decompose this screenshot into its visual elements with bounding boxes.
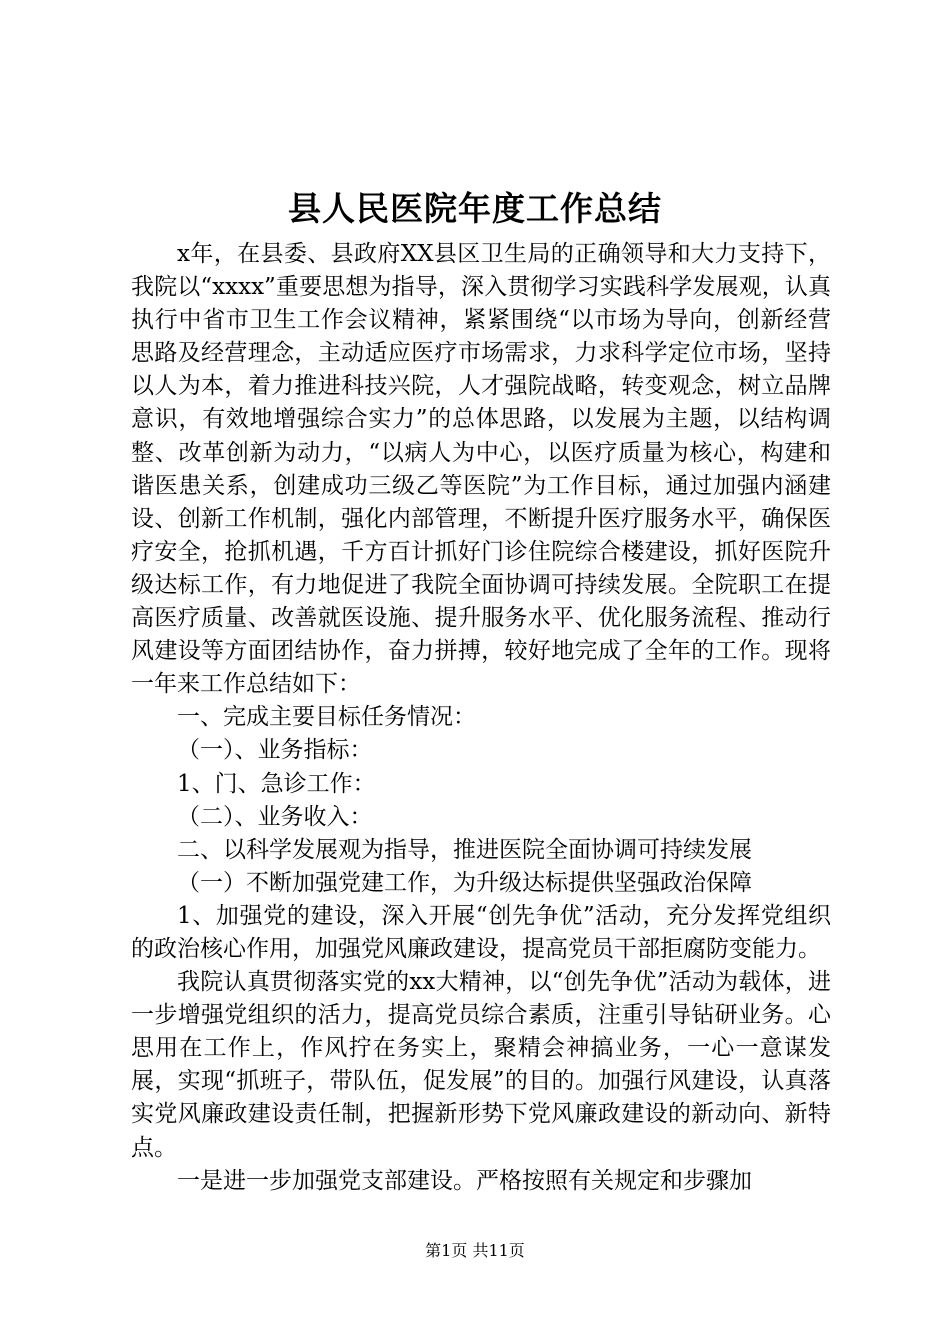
paragraph-implementation: 我院认真贯彻落实党的xx大精神，以“创先争优”活动为载体，进一步增强党组织的活力，提高党员综合素质，注重引导钻研业务。心思用在工作上，作风拧在务实上，聚精会神搞业务，一心一意谋发展，实现“抓班子，带队伍，促发展”的目的。加强行风建设，认真落实党风廉政建设责任制，把握新形势下党风廉政建设的新动向、新特点。 bbox=[131, 969, 831, 1161]
page-number-footer: 第1页 共11页 bbox=[425, 1241, 525, 1260]
paragraph-party-building: 1、加强党的建设，深入开展“创先争优”活动，充分发挥党组织的政治核心作用，加强党风廉政建设，提高党员干部拒腐防变能力。 bbox=[131, 902, 831, 962]
paragraph-intro: x年，在县委、县政府XX县区卫生局的正确领导和大力支持下，我院以“xxxx”重要思想为指导，深入贯彻学习实践科学发展观，认真执行中省市卫生工作会议精神，紧紧围绕“以市场为导向，创新经营思路及经营理念，主动适应医疗市场需求，力求科学定位市场，坚持以人为本，着力推进科技兴院，人才强院战略，转变观念，树立品牌意识，有效地增强综合实力”的总体思路，以发展为主题，以结构调整、改革创新为动力，“以病人为中心，以医疗质量为核心，构建和谐医患关系，创建成功三级乙等医院”为工作目标，通过加强内涵建设、创新工作机制，强化内部管理，不断提升医疗服务水平，确保医疗安全，抢抓机遇，千方百计抓好门诊住院综合楼建设，抓好医院升级达标工作，有力地促进了我院全面协调可持续发展。全院职工在提高医疗质量、改善就医设施、提升服务水平、优化服务流程、推动行风建设等方面团结协作，奋力拼搏，较好地完成了全年的工作。现将一年来工作总结如下： bbox=[131, 241, 831, 698]
paragraph-branch-building: 一是进一步加强党支部建设。严格按照有关规定和步骤加 bbox=[177, 1167, 752, 1194]
heading-section-2: 二、以科学发展观为指导，推进医院全面协调可持续发展 bbox=[177, 836, 752, 863]
heading-subsection-2-1: （一）不断加强党建工作，为升级达标提供坚强政治保障 bbox=[177, 869, 752, 896]
heading-subsection-1-1: （一）、业务指标： bbox=[177, 737, 373, 764]
document-body bbox=[131, 238, 831, 1198]
heading-subsection-1-2: （二）、业务收入： bbox=[177, 803, 373, 830]
document-title: 县人民医院年度工作总结 bbox=[288, 189, 662, 228]
heading-item-1: 1、门、急诊工作： bbox=[177, 770, 376, 797]
heading-section-1: 一、完成主要目标任务情况： bbox=[177, 704, 476, 731]
